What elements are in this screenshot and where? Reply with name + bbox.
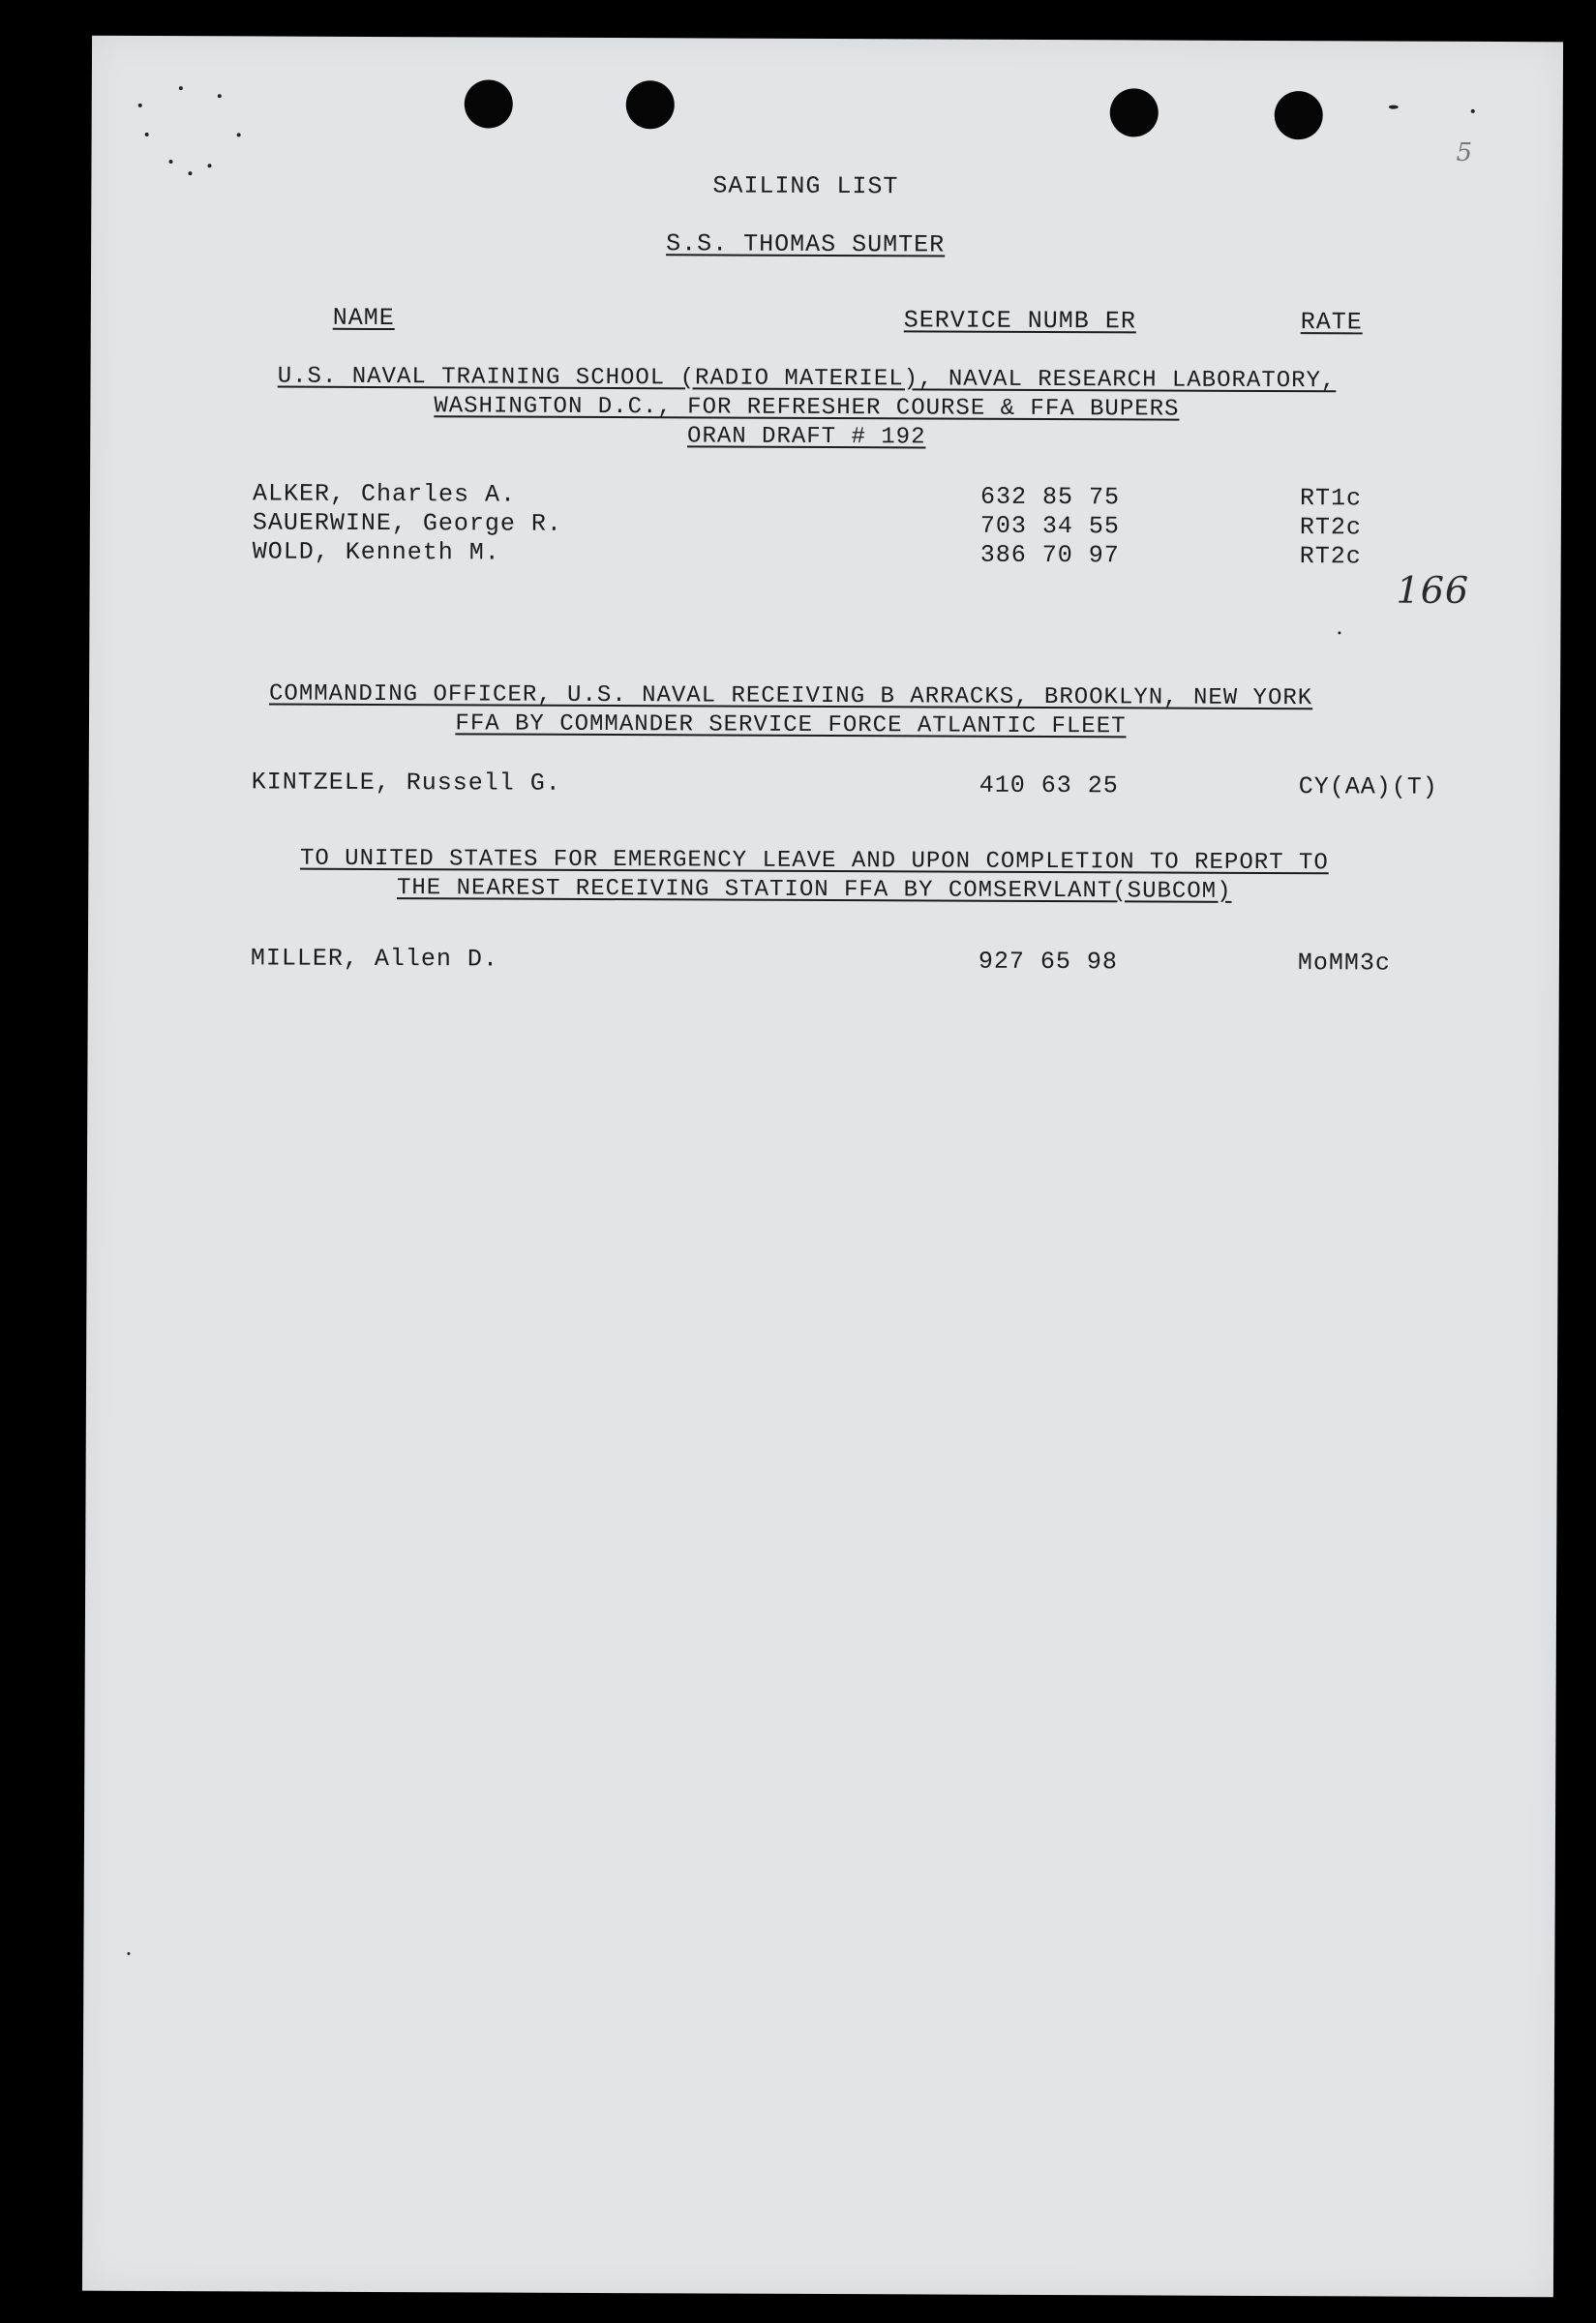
entry-rate: RT2c: [1299, 513, 1362, 542]
speck: [207, 164, 211, 167]
entry-name: MILLER, Allen D.: [250, 944, 499, 974]
section-heading-line: TO UNITED STATES FOR EMERGENCY LEAVE AND UPON COMPLETION TO REPORT TO: [299, 845, 1329, 877]
header-service-number: SERVICE NUMB ER: [903, 306, 1136, 336]
speck: [1389, 106, 1399, 109]
entry-name: ALKER, Charles A.: [252, 479, 517, 509]
speck: [1471, 109, 1475, 113]
entry-rate: RT2c: [1299, 542, 1362, 571]
speck: [1338, 631, 1340, 634]
punch-hole: [626, 80, 675, 129]
entry-rate: MoMM3c: [1297, 949, 1392, 978]
header-name: NAME: [332, 303, 395, 333]
entry-service-number: 632 85 75: [979, 482, 1121, 512]
speck: [218, 94, 222, 98]
speck: [145, 133, 149, 136]
ship-name: S.S. THOMAS SUMTER: [666, 229, 946, 259]
speck: [127, 1952, 130, 1955]
document-title: SAILING LIST: [712, 171, 899, 201]
entry-service-number: 410 63 25: [979, 770, 1119, 800]
punch-hole: [1275, 91, 1323, 139]
entry-name: KINTZELE, Russell G.: [251, 768, 561, 798]
punch-hole: [465, 79, 513, 128]
speck: [169, 160, 173, 164]
entry-rate: RT1c: [1299, 484, 1363, 513]
section-heading-line: U.S. NAVAL TRAINING SCHOOL (RADIO MATERIEL), NAVAL RESEARCH LABORATORY,: [277, 363, 1337, 395]
entry-name: WOLD, Kenneth M.: [252, 537, 500, 567]
speck: [188, 171, 192, 175]
punch-hole: [1110, 88, 1159, 136]
stamp-number: 166: [1396, 568, 1470, 612]
header-rate: RATE: [1300, 308, 1363, 337]
section-heading-line: COMMANDING OFFICER, U.S. NAVAL RECEIVING B ARRACKS, BROOKLYN, NEW YORK: [268, 680, 1313, 712]
document-page: [82, 36, 1563, 2298]
section-heading-line: WASHINGTON D.C., FOR REFRESHER COURSE & FFA BUPERS: [434, 393, 1180, 423]
section-heading-line: THE NEAREST RECEIVING STATION FFA BY COMSERVLANT(SUBCOM): [396, 875, 1232, 905]
speck: [237, 133, 241, 136]
section-heading-line: ORAN DRAFT # 192: [687, 423, 926, 451]
speck: [138, 104, 142, 107]
entry-rate: CY(AA)(T): [1298, 772, 1438, 801]
margin-mark: 5: [1456, 137, 1473, 167]
entry-service-number: 386 70 97: [979, 540, 1120, 570]
speck: [179, 86, 183, 90]
entry-service-number: 703 34 55: [979, 511, 1120, 541]
entry-name: SAUERWINE, George R.: [252, 508, 563, 538]
section-heading-line: FFA BY COMMANDER SERVICE FORCE ATLANTIC FLEET: [455, 710, 1127, 740]
entry-service-number: 927 65 98: [978, 947, 1119, 977]
